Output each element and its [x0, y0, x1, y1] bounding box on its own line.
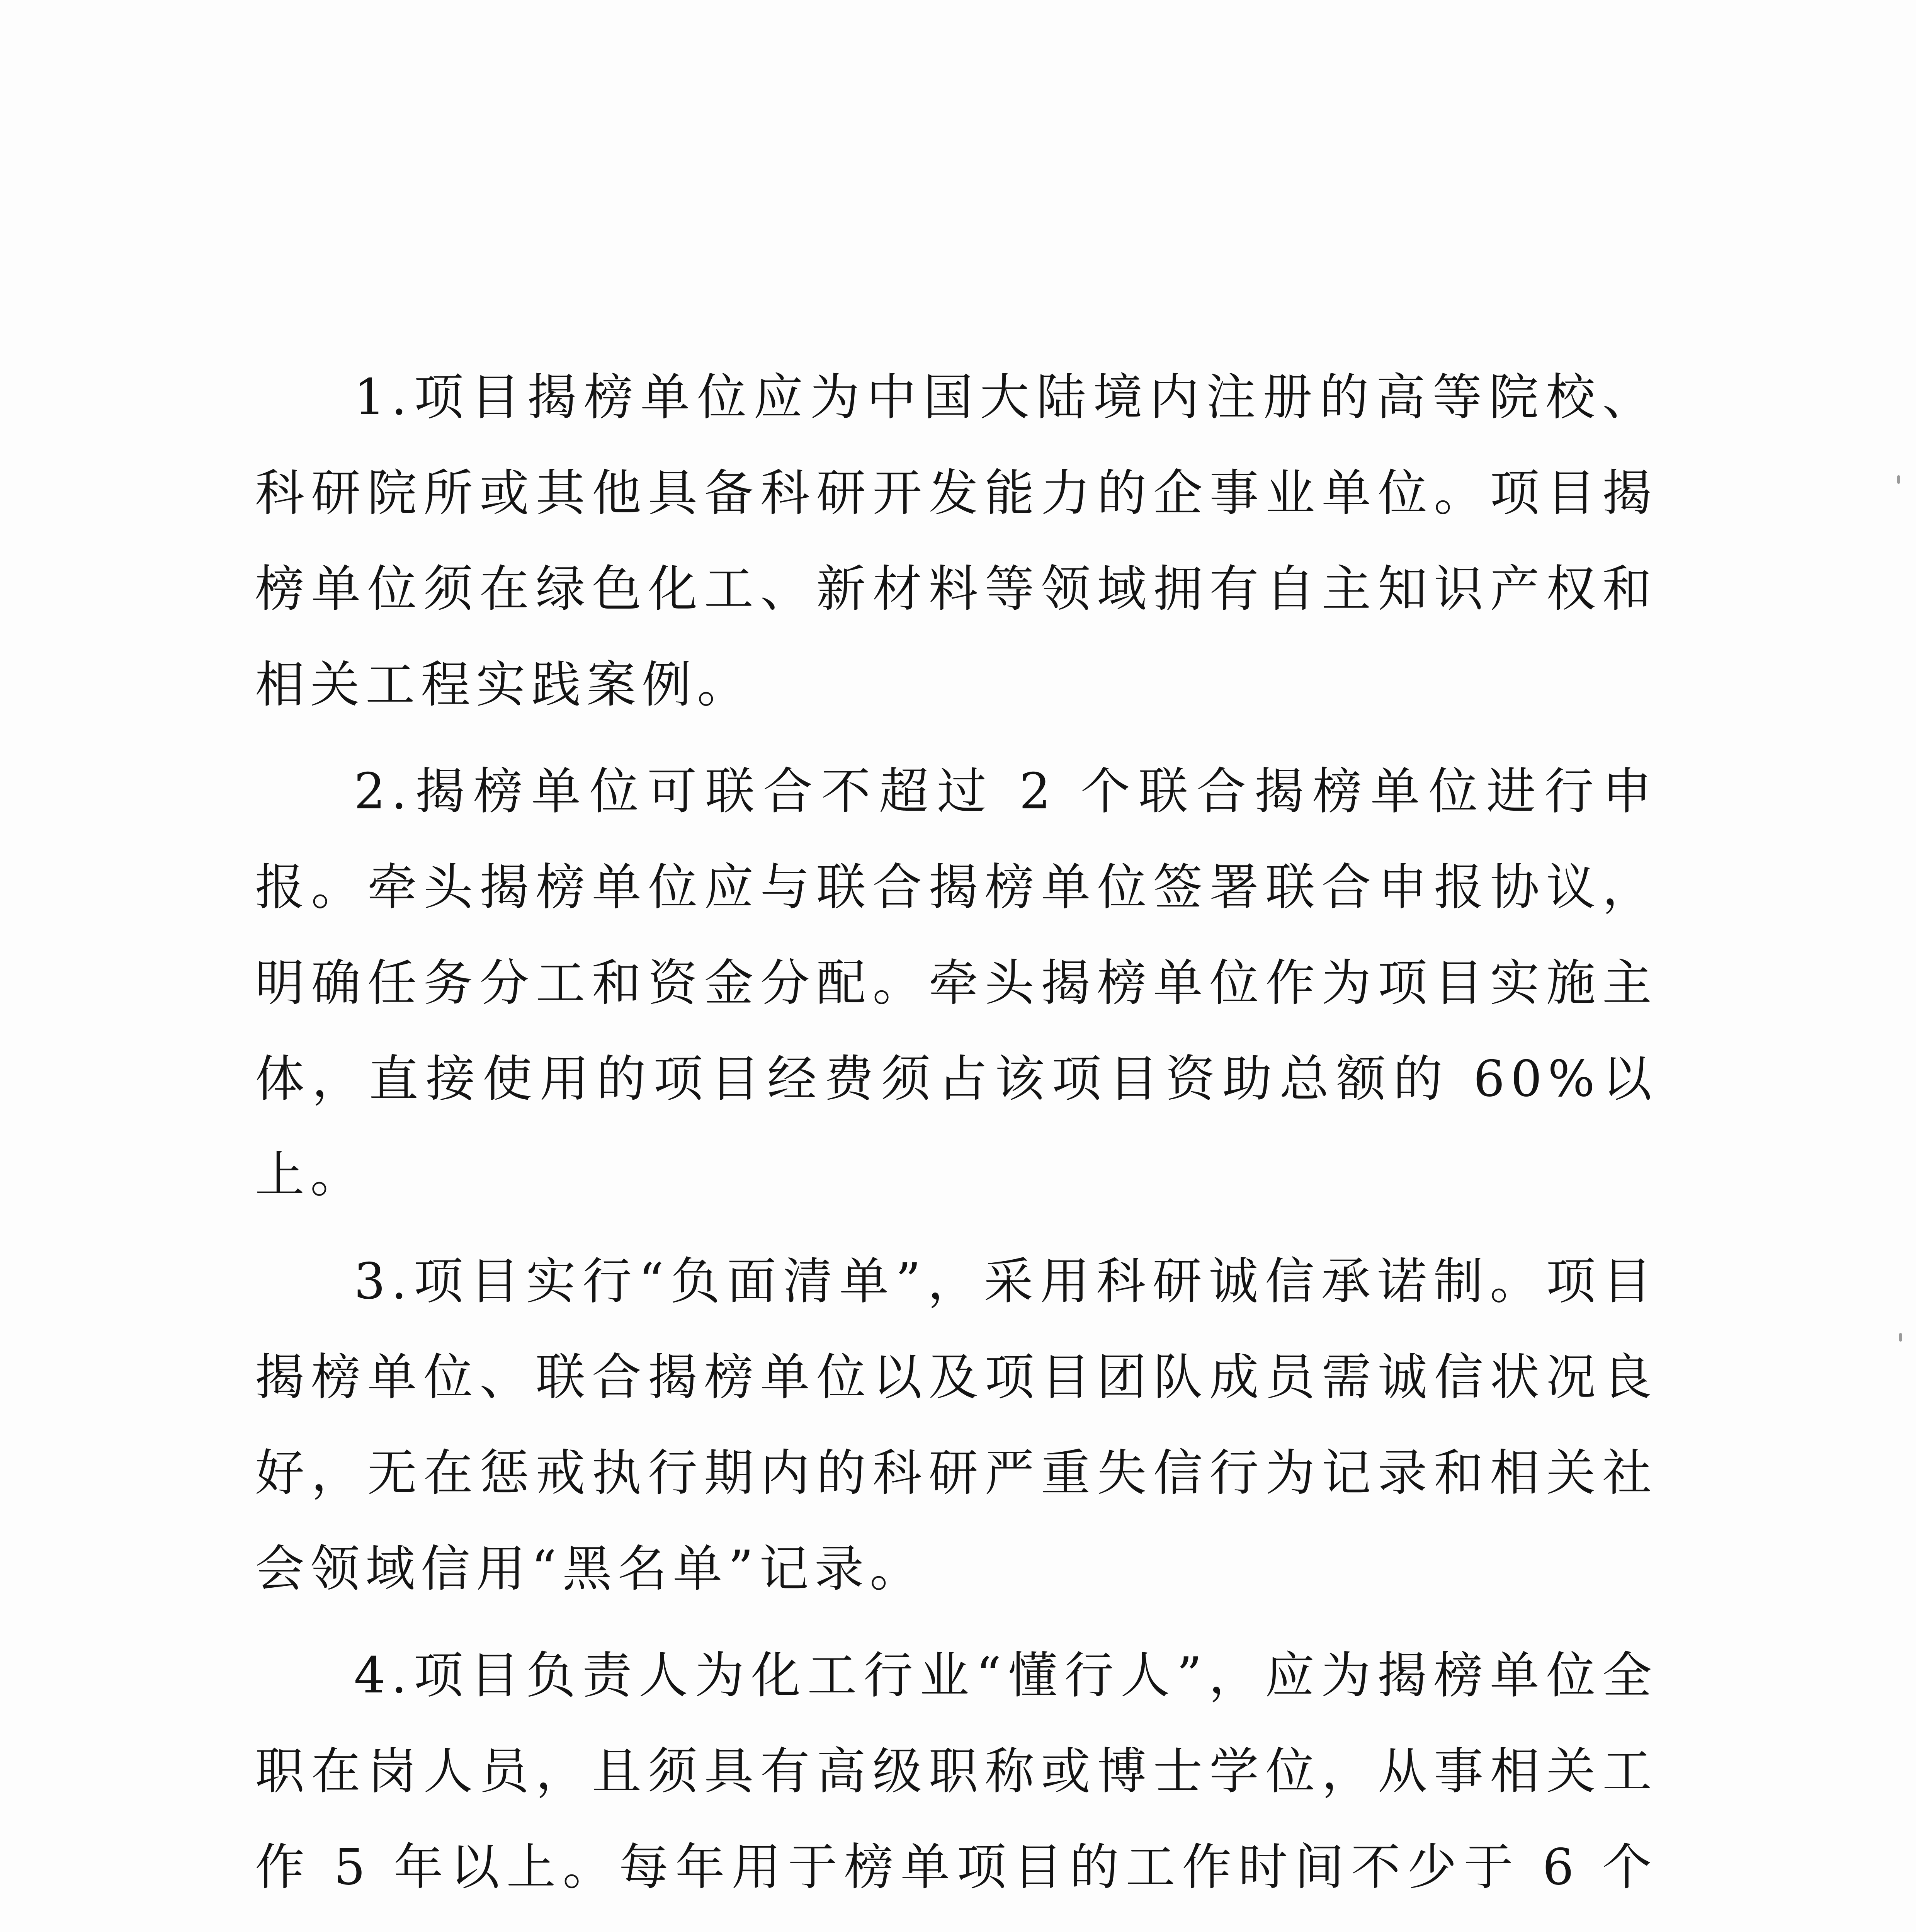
scan-mark: [1897, 475, 1900, 484]
document-body: [255, 350, 1658, 1932]
clause-2: 2.揭榜单位可联合不超过 2 个联合揭榜单位进行申报。牵头揭榜单位应与联合揭榜单位签署联合申报协议，明确任务分工和资金分配。牵头揭榜单位作为项目实施主体，直接使用的项目经费须占该项目资助总额的 60%以上。: [255, 763, 1658, 1204]
clause-1: 1.项目揭榜单位应为中国大陆境内注册的高等院校、科研院所或其他具备科研开发能力的企事业单位。项目揭榜单位须在绿色化工、新材料等领域拥有自主知识产权和相关工程实践案例。: [255, 369, 1658, 714]
scan-mark: [1899, 1333, 1902, 1342]
clause-3: 3.项目实行“负面清单”，采用科研诚信承诺制。项目揭榜单位、联合揭榜单位以及项目团队成员需诚信状况良好，无在惩戒执行期内的科研严重失信行为记录和相关社会领域信用“黑名单”记录。: [255, 1253, 1658, 1598]
clause-4: 4.项目负责人为化工行业“懂行人”，应为揭榜单位全职在岗人员，且须具有高级职称或博士学位，从事相关工作 5 年以上。每年用于榜单项目的工作时间不少于 6 个: [255, 1647, 1658, 1896]
